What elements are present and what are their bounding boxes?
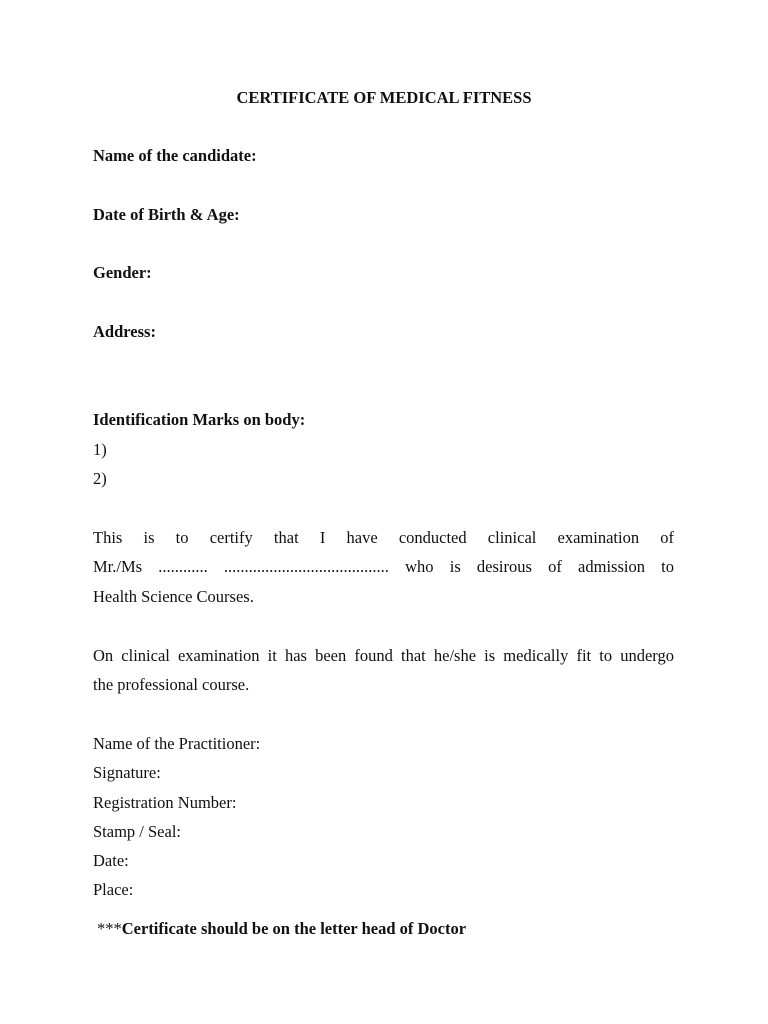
signature-label: Signature: [93, 763, 161, 782]
certify-line-1: This is to certify that I have conducted clinical examination of [93, 528, 674, 547]
candidate-name-label: Name of the candidate: [93, 146, 257, 165]
date-label: Date: [93, 851, 129, 870]
finding-line-2: the professional course. [93, 675, 250, 694]
gender-label: Gender: [93, 263, 152, 282]
place-label: Place: [93, 880, 134, 899]
letterhead-note [97, 919, 466, 939]
finding-line-1: On clinical examination it has been found that he/she is medically fit to undergo [93, 646, 674, 665]
note-text: Certificate should be on the letter head of Doctor [121, 919, 467, 938]
dob-age-label: Date of Birth & Age: [93, 205, 240, 224]
certify-line-2: Mr./Ms ............ ........................................ who is desirous of admission to [93, 557, 674, 576]
registration-number-label: Registration Number: [93, 793, 237, 812]
document-title: CERTIFICATE OF MEDICAL FITNESS [236, 88, 532, 107]
address-label: Address: [93, 322, 156, 341]
certify-line-3: Health Science Courses. [93, 587, 254, 606]
note-prefix: *** [97, 919, 122, 938]
identification-marks-heading: Identification Marks on body: [93, 410, 306, 429]
stamp-seal-label: Stamp / Seal: [93, 822, 181, 841]
identification-mark-1: 1) [93, 440, 107, 459]
practitioner-name-label: Name of the Practitioner: [93, 734, 261, 753]
identification-mark-2: 2) [93, 469, 107, 488]
